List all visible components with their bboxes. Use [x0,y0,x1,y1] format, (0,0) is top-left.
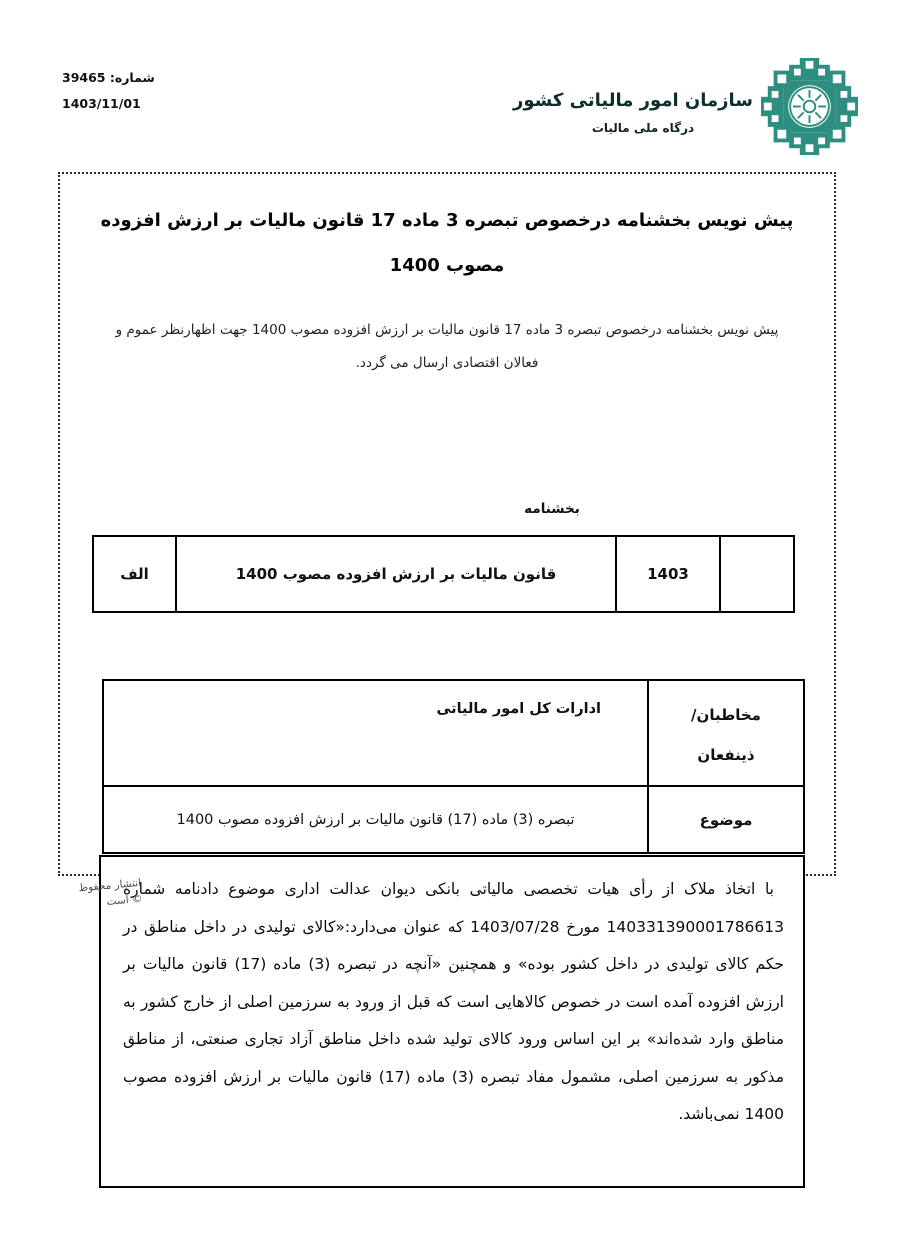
reference-number: شماره: 39465 [62,70,155,85]
section-label-bakhshname: بخشنامه [524,501,580,517]
circular-body-text: با اتخاذ ملاک از رأی هیات تخصصی مالیاتی بانکی دیوان عدالت اداری موضوع دادنامه شماره 140331390001786613 مورخ 1403/07/28 که عنوان می‌دارد:«کالای تولیدی در داخل مناطق در حکم کالای تولیدی در داخل کشور بوده» و همچنین «آنچه در تبصره (3) ماده (17) قانون مالیات بر ارزش افزوده آمده است در خصوص کالاهایی است که قبل از ورود به سرزمین اصلی از خارج کشور به مناطق وارد شده‌اند» بر این اساس ورود کالای تولید شده داخل مناطق آزاد تجاری صنعتی، از مناطق مذکور به سرزمین اصلی، مشمول مفاد تبصره (3) ماده (17) قانون مالیات بر ارزش افزوده مصوب 1400 نمی‌باشد. [123,880,785,1123]
audience-value: ادارات کل امور مالیاتی [104,681,649,785]
table-row-subject [104,785,803,852]
copyright-stamp-line1: انتشار محفوظ [77,876,142,895]
classification-cell-law: قانون مالیات بر ارزش افزوده مصوب 1400 [177,537,617,611]
copyright-stamp-line2: © است [106,892,143,908]
reference-date: 1403/11/01 [62,96,141,111]
audience-label: مخاطبان/ ذینفعان [691,706,761,764]
org-subtitle: درگاه ملی مالیات [591,121,695,135]
subject-label: موضوع [699,810,753,829]
org-name: سازمان امور مالیاتی کشور [512,90,753,111]
circular-body-box [99,855,805,1188]
tax-administration-emblem-icon [761,58,858,155]
classification-cell-empty [721,537,793,611]
classification-cell-year: 1403 [617,537,721,611]
document-title [90,198,804,288]
document-subtitle [90,314,804,380]
org-logo-block [512,58,858,163]
document-subtitle-line2: فعالان اقتصادی ارسال می گردد. [355,355,539,371]
reference-block [62,70,155,111]
subject-value: تبصره (3) ماده (17) قانون مالیات بر ارزش افزوده مصوب 1400 [104,787,649,852]
document-subtitle-line1: پیش نویس بخشنامه درخصوص تبصره 3 ماده 17 قانون مالیات بر ارزش افزوده مصوب 1400 جهت اظهارنظر عموم و [115,322,779,338]
document-title-line2: مصوب 1400 [389,255,505,276]
classification-table [92,535,795,613]
table-row-audience [104,681,803,785]
document-title-line1: پیش نویس بخشنامه درخصوص تبصره 3 ماده 17 قانون مالیات بر ارزش افزوده [100,210,794,231]
classification-cell-letter: الف [94,537,177,611]
info-table [102,679,805,854]
